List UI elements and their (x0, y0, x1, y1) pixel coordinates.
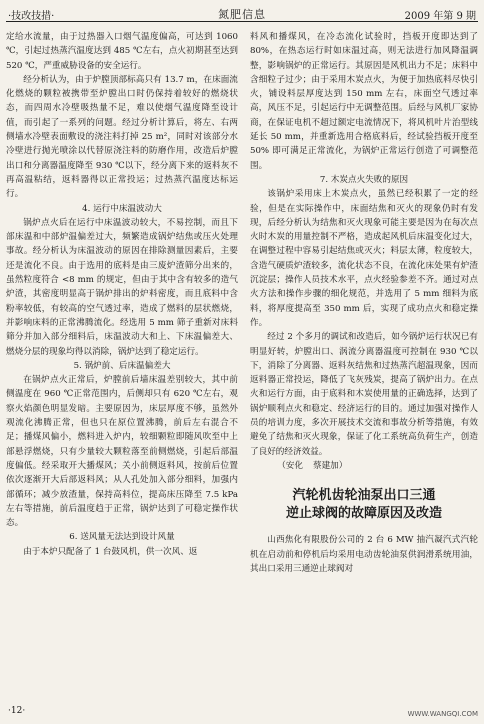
header-rule (6, 21, 478, 22)
section-heading: 4. 运行中床温波动大 (82, 203, 162, 214)
paragraph: 经过 2 个多月的调试和改造后，如今锅炉运行状况已有明显好转，炉膛出口、涡流分离器温度可控制在 930 ℃以下，消除了分离器、返料灰结焦和过热蒸汽超温现象，因而返料器正常投运，降低了飞灰残炭，提高了锅炉出力。在点火和运行方面，由于底料和木炭使用量的正确选择，达到了锅炉顺利点火和稳定、经济运行的目的。通过加强对操作人员的培训力度，多次开展技术交流和事故分析等措施，有效避免了结焦和灭火现象，保证了化工系统高负荷生产，创造了良好的经济效益。 (250, 332, 478, 457)
paragraph: 锅炉点火后在运行中床温波动较大，不易控制，而且下部床温和中部炉温偏差过大，频繁造成锅炉结焦或压火处理事故。经分析认为床温波动的原因在排除测量因素后，主要还是流化不良。由于选用的底料是由三废炉渣筛分出来的，虽然粒度符合 <8 mm 的规定，但由于其中含有较多的造气炉渣，其密度明显高于锅炉排出的炉料密度，而且底料中含粉率较低，有较高的空气透过率，造成了燃料的层状燃烧，并影响床料的正常沸腾流化。经选用 5 mm 筛子重新对床料筛分并加入部分细料后，床温波动大和上、下床温偏差大、燃烧分层的现象均得以消除，锅炉达到了稳定运行。 (6, 217, 238, 357)
author-signature (250, 459, 478, 473)
article-title-line-2: 逆止球阀的故障原因及改造 (285, 506, 442, 522)
paragraph: 由于本炉只配备了 1 台鼓风机，供一次风、返 (23, 546, 198, 557)
section-heading: 7. 木炭点火失败的原因 (319, 174, 409, 185)
signature-place: （安化 (277, 460, 303, 471)
spacer (250, 523, 478, 533)
paragraph: 料风和播煤风，在冷态流化试验时，挡板开度即达到了 80%，在热态运行时如床温过高，则无法进行加风降温调整，影响锅炉的正常运行。其原因是风机出力不足；床料中含细粒子过少；由于采用木炭点火，为便于加热底料尽快引火，铺设料层厚度达到 150 mm 左右，床面空气透过率高，风压不足，引起运行中无调整范围。后经与风机厂家协商，在保证电机不超过额定电流情况下，将风机叶片治型线延长 50 mm，并重新选用合格底料后，经试验挡板开度至 50% 即可满足正常流化，为锅炉正常运行创造了可调整范围。 (250, 32, 478, 171)
paragraph: 在锅炉点火正常后，炉膛前后墙床温差别较大，其中前侧温度在 960 ℃正常范围内，后侧却只有 620 ℃左右，观察火焰颜色明显发暗。主要原因为，床层厚度不够，虽然外观流化沸腾正常，但也只在原位置沸腾，前后左右混合不足；播煤风偏小，燃料进入炉内，较细颗粒即随风吹至中上部悬浮燃烧，只有少量较大颗粒落至前侧燃烧，引起后部温度偏低。经采取开大播煤风；关小前侧返料风，按前后位置依次逐渐开大后部返料风；从人孔处加入部分细料，加强内部循环；减少放渣量，保持高料位，提高床压降至 7.5 kPa 左右等措施，前后温度趋于正常，锅炉达到了可稳定操作状态。 (6, 375, 238, 529)
page-header (0, 0, 484, 24)
paragraph: 该锅炉采用床上木炭点火，虽然已经积累了一定的经验，但是在实际操作中，床面结焦和灭火的现象仍时有发现，后经分析认为结焦和灭火现象可能主要是因为在每次点火时木炭的用量控制不严格，造成起风机后床温变化过大，在调整过程中容易引起结焦或灭火；料层太薄，粒度较大，含造气硬质炉渣较多，流化状态不良，在流化床处果有炉渣沉淀层；操作人员技术水平，点火经验参差不齐。通过对点火方法和操作步骤的细化规范，并选用了 5 mm 细料为底料，将厚度提高至 350 mm 后，实现了成功点火和稳定操作。 (250, 189, 478, 328)
article-title-line-1: 汽轮机齿轮油泵出口三通 (292, 488, 436, 504)
page-number: ·12· (8, 706, 26, 716)
section-label: ·技改技措· (8, 11, 55, 22)
left-column (6, 30, 238, 710)
signature-name: 蔡建加） (312, 460, 348, 471)
section-heading: 6. 送风量无法达到设计风量 (69, 532, 175, 543)
paragraph: 经分析认为，由于炉膛顶部标高只有 13.7 m，在床面流化燃烧的颗粒被携带至炉膛出口时仍保持着较好的燃烧状态，而四周水冷壁吸热量不足，难以使烟气温度降至设计值，而引起了一系列的问题。经过分析计算后，将左、右两侧墙水冷壁表面敷设的浇注料打掉 25 m²，同时对该部分水冷壁进行抛光喷涂以代替原浇注料的防磨作用，改造后炉膛出口和分离器温度降至 930 ℃以下，经分离下来的返料灰不再高温粘结，返料器得以正常投运；过热蒸汽温度达标运行。 (6, 74, 238, 200)
paragraph: 定给水流量，由于过热器入口烟气温度偏高，可达到 1060 ℃，引起过热蒸汽温度达到 485 ℃左右，点火初期甚至达到 520 ℃，严重威胁设备的安全运行。 (6, 32, 238, 71)
watermark: WWW.WANGQI.COM (407, 710, 478, 718)
paragraph: 山西焦化有限股份公司的 2 台 6 MW 抽汽凝汽式汽轮机在启动前和停机后均采用电动齿轮油泵供润滑系统用油，其出口采用三通逆止球阀对 (250, 535, 478, 574)
article-title (250, 487, 478, 523)
issue-label: 2009 年第 9 期 (404, 11, 476, 22)
section-heading: 5. 锅炉前、后床温偏差大 (73, 360, 171, 371)
right-column (250, 30, 478, 710)
journal-title: 氮肥信息 (218, 8, 266, 21)
